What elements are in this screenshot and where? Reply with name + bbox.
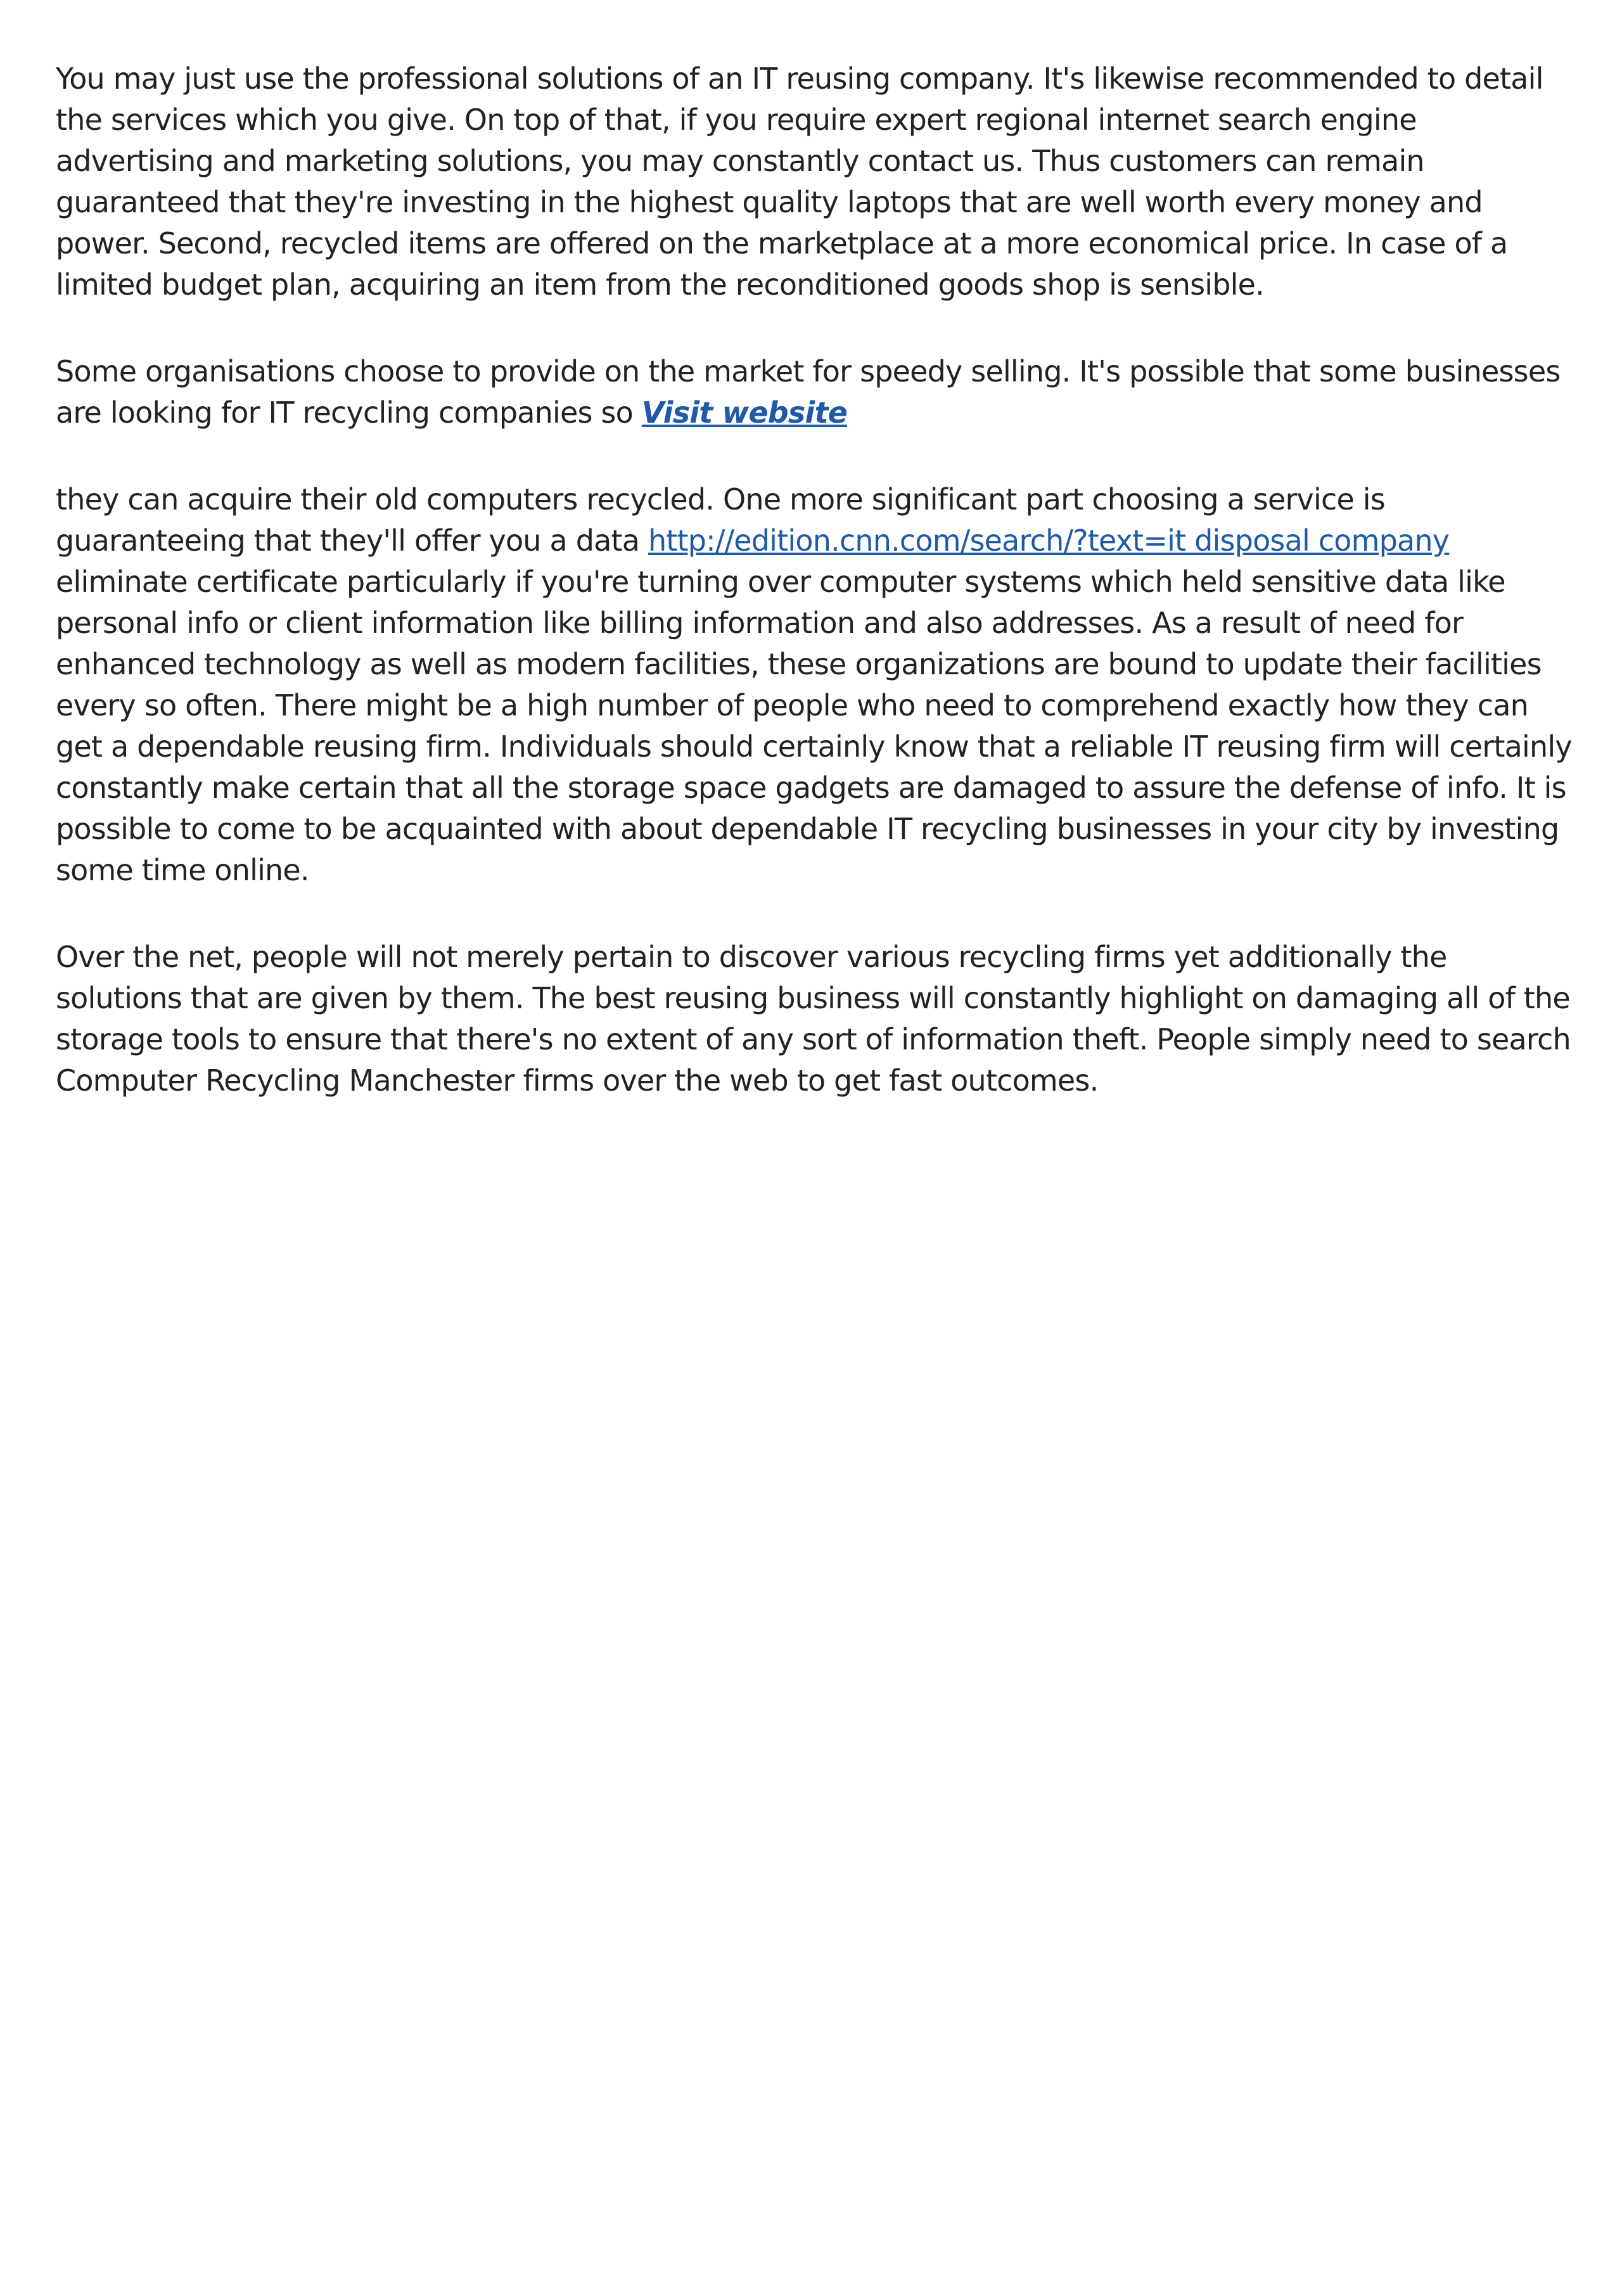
paragraph-2-text: Some organisations choose to provide on the market for speedy selling. It's possible that some businesses are looking for IT recycling companies so: [56, 354, 1561, 430]
visit-website-link[interactable]: Visit website: [641, 395, 848, 430]
paragraph-3: [56, 479, 1576, 891]
paragraph-3-text-after: eliminate certificate particularly if you're turning over computer systems which held sensitive data like personal info or client information like billing information and also addresses. As a result of need for enhanced technology as well as modern facilities, these organizations are bound to update their facilities every so often. There might be a high number of people who need to comprehend exactly how they can get a dependable reusing firm. Individuals should certainly know that a reliable IT reusing firm will certainly constantly make certain that all the storage space gadgets are damaged to assure the defense of info. It is possible to come to be acquainted with about dependable IT recycling businesses in your city by investing some time online.: [56, 565, 1572, 887]
document-body: [56, 58, 1576, 1147]
paragraph-3-text-before: they can acquire their old computers recycled. One more significant part choosing a service is guaranteeing that they'll offer you a data: [56, 482, 1385, 558]
paragraph-1-text: You may just use the professional solutions of an IT reusing company. It's likewise recommended to detail the services which you give. On top of that, if you require expert regional internet search engine advertising and marketing solutions, you may constantly contact us. Thus customers can remain guaranteed that they're investing in the highest quality laptops that are well worth every money and power. Second, recycled items are offered on the marketplace at a more economical price. In case of a limited budget plan, acquiring an item from the reconditioned goods shop is sensible.: [56, 61, 1543, 302]
cnn-search-link[interactable]: http://edition.cnn.com/search/?text=it disposal company: [648, 523, 1450, 558]
paragraph-4-text: Over the net, people will not merely pertain to discover various recycling firms yet additionally the solutions that are given by them. The best reusing business will constantly highlight on damaging all of the storage tools to ensure that there's no extent of any sort of information theft. People simply need to search Computer Recycling Manchester firms over the web to get fast outcomes.: [56, 940, 1571, 1098]
paragraph-2: [56, 351, 1576, 433]
paragraph-1: [56, 58, 1576, 305]
paragraph-4: [56, 937, 1576, 1101]
